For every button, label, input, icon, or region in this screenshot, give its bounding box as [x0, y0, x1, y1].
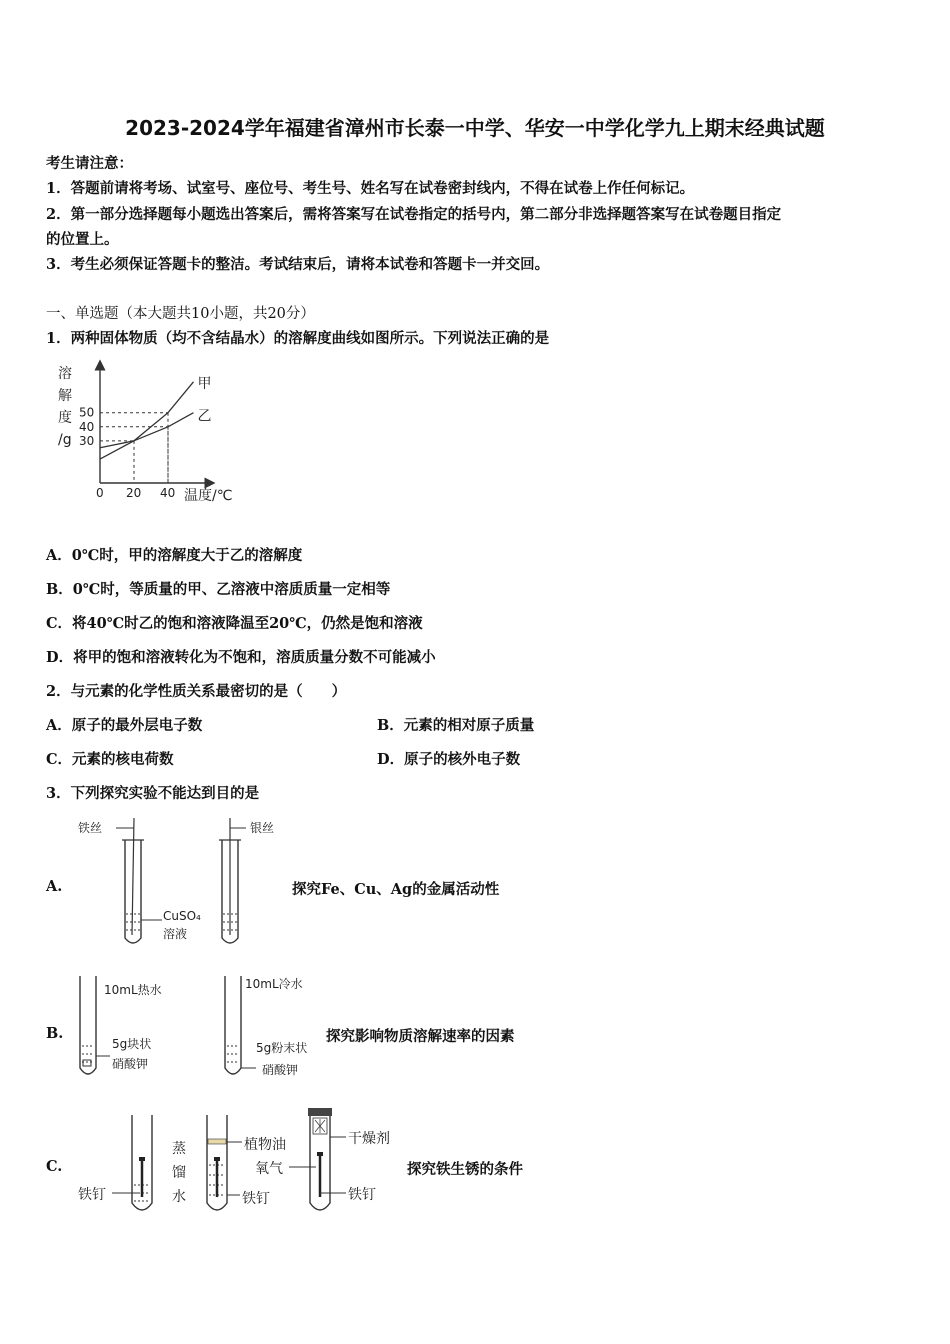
option: C．元素的核电荷数 [46, 751, 174, 768]
experiment-b-diagram [70, 968, 330, 1088]
notice-item: 2．第一部分选择题每小题选出答案后，需将答案写在试卷指定的括号内，第二部分非选择题答案写在试卷题目指定 [46, 206, 782, 223]
solubility-chart [50, 360, 250, 510]
label: 铁丝 [78, 821, 103, 835]
label: 银丝 [250, 821, 275, 835]
y-tick-label: 30 [79, 433, 95, 448]
iron-wire [132, 818, 134, 935]
question-1-stem: 1．两种固体物质（均不含结晶水）的溶解度曲线如图所示。下列说法正确的是 [46, 330, 550, 347]
label: 溶液 [163, 927, 188, 941]
experiment-a-description: 探究Fe、Cu、Ag的金属活动性 [292, 881, 500, 898]
label: 10mL热水 [104, 983, 162, 997]
label: 5g块状 [112, 1037, 152, 1051]
x-tick-label: 20 [126, 486, 142, 500]
x-axis-label: 温度/℃ [184, 488, 233, 504]
notice-item: 1．答题前请将考场、试室号、座位号、考生号、姓名写在试卷密封线内，不得在试卷上作任何标记。 [46, 180, 695, 197]
y-tick-label: 50 [79, 405, 95, 420]
label: 铁钉 [78, 1187, 106, 1203]
test-tube [80, 976, 96, 1074]
y-axis-label-char: 度 [58, 410, 72, 426]
option: B．元素的相对原子质量 [377, 717, 535, 734]
experiment-c-description: 探究铁生锈的条件 [407, 1161, 523, 1178]
experiment-b-description: 探究影响物质溶解速率的因素 [326, 1028, 515, 1045]
label: 植物油 [244, 1137, 286, 1153]
label: 硝酸钾 [112, 1057, 149, 1071]
notice-heading: 考生请注意： [46, 155, 133, 172]
option: A．0℃时，甲的溶解度大于乙的溶解度 [46, 547, 303, 564]
option: B．0℃时，等质量的甲、乙溶液中溶质质量一定相等 [46, 581, 391, 598]
option: D．原子的核外电子数 [377, 751, 521, 768]
label: 硝酸钾 [262, 1063, 299, 1077]
label: CuSO₄ [163, 909, 201, 923]
label: 铁钉 [242, 1191, 270, 1207]
series-label: 乙 [197, 408, 212, 425]
option: D．将甲的饱和溶液转化为不饱和，溶质质量分数不可能减小 [46, 649, 436, 666]
page-title: 2023-2024学年福建省漳州市长泰一中学、华安一中学化学九上期末经典试题 [125, 116, 825, 140]
stopper [308, 1108, 332, 1116]
label: 5g粉末状 [256, 1041, 308, 1055]
x-tick-label: 40 [160, 486, 176, 500]
option: C．将40℃时乙的饱和溶液降温至20℃，仍然是饱和溶液 [46, 615, 423, 632]
question-2-stem: 2．与元素的化学性质关系最密切的是（ ） [46, 683, 347, 700]
label: 干燥剂 [348, 1131, 390, 1147]
option-letter: B. [46, 1025, 64, 1042]
series-label: 甲 [197, 375, 212, 392]
label: 10mL冷水 [245, 977, 303, 991]
x-tick-label: 0 [96, 486, 104, 500]
y-axis-label-char: 溶 [58, 366, 72, 382]
y-axis-label-char: /g [58, 432, 72, 448]
section-heading: 一、单选题（本大题共10小题，共20分） [46, 306, 315, 322]
label: 铁钉 [348, 1187, 376, 1203]
y-tick-label: 40 [79, 419, 95, 434]
label: 氧气 [255, 1161, 283, 1177]
option-letter: C. [46, 1158, 63, 1175]
option-letter: A. [46, 878, 63, 895]
test-tube [225, 976, 241, 1074]
notice-item: 的位置上。 [46, 231, 119, 248]
option: A．原子的最外层电子数 [46, 717, 203, 734]
experiment-c-diagram [70, 1105, 410, 1220]
vertical-label-char: 馏 [172, 1165, 186, 1181]
y-axis-label-char: 解 [58, 388, 72, 404]
notice-item: 3．考生必须保证答题卡的整洁。考试结束后，请将本试卷和答题卡一并交回。 [46, 256, 550, 273]
question-3-stem: 3．下列探究实验不能达到目的是 [46, 785, 260, 802]
vertical-label-char: 水 [172, 1189, 186, 1205]
experiment-a-diagram [70, 810, 280, 955]
vertical-label-char: 蒸 [172, 1141, 186, 1157]
